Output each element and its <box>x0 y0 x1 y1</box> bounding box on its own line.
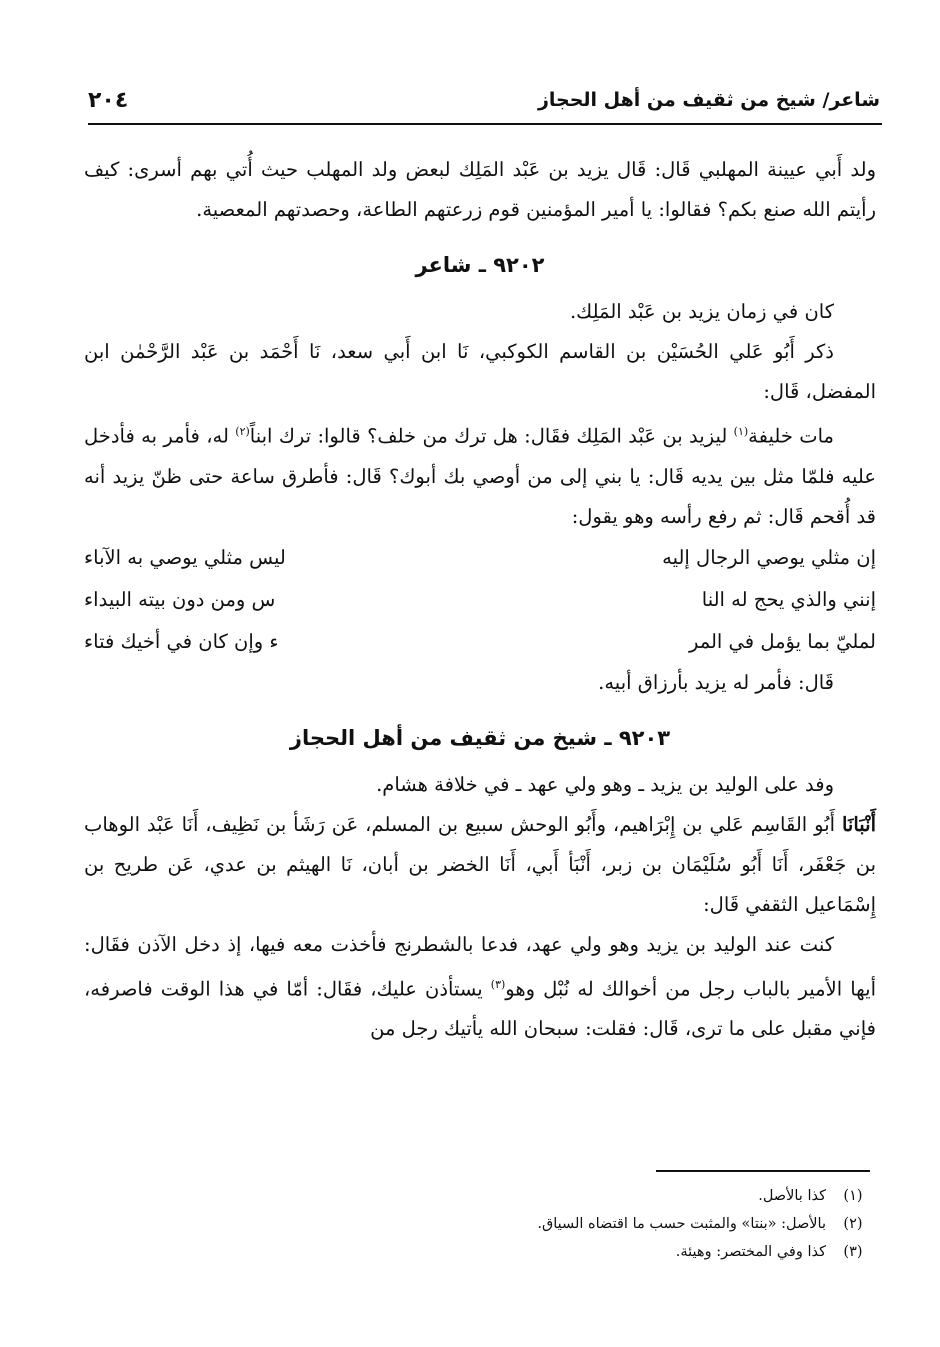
paragraph: قَال: فأمر له يزيد بأرزاق أبيه. <box>598 670 834 694</box>
text-span: كنت عند الوليد بن يزيد وهو ولي عهد، فدعا بالشطرنج فأخذت معه فيها، إذ دخل الآذن فقَال: أيها الأمير بالباب رجل من أخوالك له نُبْل وهو <box>84 932 876 1000</box>
running-title: شاعر/ شيخ من ثقيف من أهل الحجاز <box>537 89 880 111</box>
paragraph: كان في زمان يزيد بن عَبْد المَلِك. <box>569 300 834 323</box>
footnote-number: (١) <box>843 1188 863 1204</box>
paragraph: وفد على الوليد بن يزيد ـ وهو ولي عهد ـ في خلافة هشام. <box>376 772 834 796</box>
footnote-number: (٢) <box>843 1216 863 1232</box>
poem-verse <box>84 579 876 621</box>
isnad-keyword: أَنْبَانَا <box>841 812 876 836</box>
running-header <box>88 82 880 118</box>
footnote-marker: (٣) <box>490 977 506 991</box>
text-span: يستأذن عليك، فقَال: أمّا في هذا الوقت فاصرفه، فإني مقبل على ما ترى، قَال: فقلت: سبحان الله يأتيك رجل من <box>84 977 876 1040</box>
footnote <box>100 1182 868 1210</box>
footnote-text: كذا بالأصل. <box>758 1188 826 1204</box>
footnote-marker: (٢) <box>235 425 250 438</box>
paragraph <box>84 412 876 537</box>
poem-verse <box>84 537 876 579</box>
verse-second-hemistich: ليس مثلي يوصي به الآباء <box>84 545 286 569</box>
text-span: ليزيد بن عَبْد المَلِك فقَال: هل ترك من خلف؟ قالوا: ترك ابناً <box>249 424 734 448</box>
verse-first-hemistich: إنني والذي يحج له النا <box>701 587 876 611</box>
main-text <box>84 150 876 1049</box>
text-span: أَبُو القَاسِم عَلي بن إِبْرَاهيم، وأَبُو الوحش سبيع بن المسلم، عَن رَشَأ بن نَظِيف، أَنَا عَبْد الوهاب بن جَعْفَر، أَنَا أَبُو سُلَيْمَان بن زبر، أَنْبَأ أَبي، أَنَا الخضر بن أبان، نَا الهيثم بن عدي، عَن طريح بن إِسْمَاعيل الثقفي قَال: <box>84 812 876 916</box>
footnote-number: (٣) <box>843 1244 863 1260</box>
verse-second-hemistich: س ومن دون بيته البيداء <box>84 587 276 611</box>
footnote-divider <box>656 1170 870 1172</box>
paragraph: ولد أَبي عيينة المهلبي قَال: قَال يزيد بن عَبْد المَلِك لبعض ولد المهلب حيث أُتي بهم أسرى: كيف رأيتم الله صنع بكم؟ فقالوا: يا أمير المؤمنين قوم زرعتهم الطاعة، وحصدتهم المعصية. <box>84 158 876 221</box>
footnotes <box>100 1182 868 1266</box>
footnote-text: كذا وفي المختصر: وهيئة. <box>675 1244 826 1260</box>
section-title: ٩٢٠٣ ـ شيخ من ثقيف من أهل الحجاز <box>289 725 671 750</box>
verse-second-hemistich: ء وإن كان في أخيك فتاء <box>84 629 279 653</box>
section-title: ٩٢٠٢ ـ شاعر <box>415 253 545 277</box>
footnote <box>100 1238 868 1266</box>
footnote-text: بالأصل: «بنتا» والمثبت حسب ما اقتضاه السياق. <box>537 1216 826 1232</box>
page-number: ٢٠٤ <box>88 87 129 113</box>
paragraph <box>84 805 876 925</box>
paragraph <box>84 925 876 1050</box>
paragraph: ذكر أَبُو عَلي الحُسَيْن بن القاسم الكوكبي، نَا ابن أَبي سعد، نَا أَحْمَد بن عَبْد الرَّحْمٰن ابن المفضل، قَال: <box>84 340 876 403</box>
poem-verse <box>84 621 876 663</box>
verse-first-hemistich: إن مثلي يوصي الرجال إليه <box>662 545 876 569</box>
verse-first-hemistich: لمليّ بما يؤمل في المر <box>688 629 876 653</box>
header-divider <box>88 123 882 125</box>
text-span: له، فأمر به فأدخل عليه فلمّا مثل بين يديه قَال: يا بني إلى من أوصي بك أبوك؟ قَال: فأطرق ساعة حتى ظنّ يزيد أنه قد أُقحم قَال: ثم رفع رأسه وهو يقول: <box>84 424 876 528</box>
text-span: مات خليفة <box>748 424 834 448</box>
footnote-marker: (١) <box>733 425 749 438</box>
poem <box>84 537 876 663</box>
footnote <box>100 1210 868 1238</box>
